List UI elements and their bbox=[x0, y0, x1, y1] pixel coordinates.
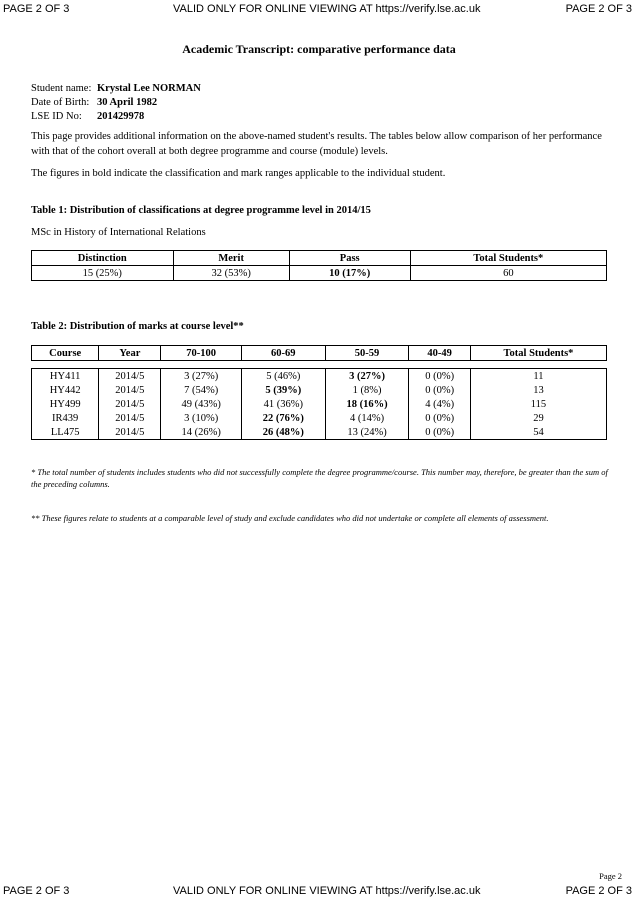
table1-programme: MSc in History of International Relations bbox=[31, 227, 206, 238]
footnote-comparable-level: ** These figures relate to students at a comparable level of study and exclude candidates who did not undertake or complete all elements of assessment. bbox=[31, 513, 549, 523]
footnote-total-students: * The total number of students includes students who did not successfully complete the degree programme/course. This number may, therefore, be greater than the sum of the preceding columns. bbox=[31, 467, 608, 489]
mark-60-69-cell: 5 (46%) bbox=[241, 369, 325, 384]
header-distinction: Distinction bbox=[32, 251, 174, 266]
table-row bbox=[32, 397, 607, 411]
pass-value: 10 (17%) bbox=[289, 266, 410, 281]
merit-value: 32 (53%) bbox=[173, 266, 289, 281]
mark-70-100-cell: 14 (26%) bbox=[161, 425, 242, 440]
lse-id-row bbox=[31, 110, 201, 124]
header-60-69: 60-69 bbox=[241, 346, 325, 361]
mark-40-49-cell: 0 (0%) bbox=[409, 411, 471, 425]
course-cell: LL475 bbox=[32, 425, 99, 440]
year-cell: 2014/5 bbox=[99, 369, 161, 384]
intro-paragraph: This page provides additional information on the above-named student's results. The tables below allow comparison of her performance with that of the cohort overall at both degree programme and course (module) levels. bbox=[31, 131, 602, 157]
student-name-row bbox=[31, 82, 201, 96]
bottom-banner bbox=[0, 883, 638, 899]
year-cell: 2014/5 bbox=[99, 411, 161, 425]
total-cell: 29 bbox=[470, 411, 606, 425]
course-cell: HY411 bbox=[32, 369, 99, 384]
mark-50-59-cell: 4 (14%) bbox=[325, 411, 409, 425]
course-cell: HY499 bbox=[32, 397, 99, 411]
page-indicator-right: PAGE 2 OF 3 bbox=[565, 885, 632, 897]
mark-50-59-cell: 3 (27%) bbox=[325, 369, 409, 384]
header-course: Course bbox=[32, 346, 99, 361]
table-header-row bbox=[32, 346, 607, 361]
mark-40-49-cell: 0 (0%) bbox=[409, 425, 471, 440]
total-cell: 115 bbox=[470, 397, 606, 411]
table1-title: Table 1: Distribution of classifications at degree programme level in 2014/15 bbox=[31, 205, 371, 216]
lse-id-label: LSE ID No: bbox=[31, 111, 82, 122]
course-marks-table bbox=[31, 345, 607, 440]
table-row bbox=[32, 425, 607, 440]
total-value: 60 bbox=[410, 266, 606, 281]
distinction-value: 15 (25%) bbox=[32, 266, 174, 281]
mark-50-59-cell: 1 (8%) bbox=[325, 383, 409, 397]
mark-70-100-cell: 7 (54%) bbox=[161, 383, 242, 397]
year-cell: 2014/5 bbox=[99, 425, 161, 440]
student-name: Krystal Lee NORMAN bbox=[97, 83, 201, 94]
bold-note-paragraph: The figures in bold indicate the classification and mark ranges applicable to the individual student. bbox=[31, 168, 446, 179]
verification-notice: VALID ONLY FOR ONLINE VIEWING AT https://verify.lse.ac.uk bbox=[173, 885, 481, 897]
spacer-cell bbox=[32, 361, 607, 369]
spacer-row bbox=[32, 361, 607, 369]
top-banner bbox=[0, 1, 638, 17]
mark-40-49-cell: 4 (4%) bbox=[409, 397, 471, 411]
header-70-100: 70-100 bbox=[161, 346, 242, 361]
course-cell: HY442 bbox=[32, 383, 99, 397]
student-name-label: Student name: bbox=[31, 83, 92, 94]
header-merit: Merit bbox=[173, 251, 289, 266]
year-cell: 2014/5 bbox=[99, 397, 161, 411]
dob-value: 30 April 1982 bbox=[97, 97, 158, 108]
mark-40-49-cell: 0 (0%) bbox=[409, 383, 471, 397]
page-number: Page 2 bbox=[599, 871, 622, 881]
header-40-49: 40-49 bbox=[409, 346, 471, 361]
header-50-59: 50-59 bbox=[325, 346, 409, 361]
mark-70-100-cell: 3 (10%) bbox=[161, 411, 242, 425]
total-cell: 11 bbox=[470, 369, 606, 384]
table-row bbox=[32, 411, 607, 425]
classification-table bbox=[31, 250, 607, 281]
table2-title: Table 2: Distribution of marks at course level** bbox=[31, 321, 244, 332]
dob-row bbox=[31, 96, 201, 110]
page-indicator-left: PAGE 2 OF 3 bbox=[3, 885, 70, 897]
lse-id-value: 201429978 bbox=[97, 111, 145, 122]
document-title: Academic Transcript: comparative performance data bbox=[182, 42, 456, 56]
total-cell: 13 bbox=[470, 383, 606, 397]
course-cell: IR439 bbox=[32, 411, 99, 425]
verification-notice: VALID ONLY FOR ONLINE VIEWING AT https://verify.lse.ac.uk bbox=[173, 3, 481, 15]
table-row bbox=[32, 369, 607, 384]
mark-40-49-cell: 0 (0%) bbox=[409, 369, 471, 384]
total-cell: 54 bbox=[470, 425, 606, 440]
mark-60-69-cell: 22 (76%) bbox=[241, 411, 325, 425]
dob-label: Date of Birth: bbox=[31, 97, 90, 108]
page-indicator-right: PAGE 2 OF 3 bbox=[565, 3, 632, 15]
student-info bbox=[31, 82, 201, 124]
year-cell: 2014/5 bbox=[99, 383, 161, 397]
header-pass: Pass bbox=[289, 251, 410, 266]
page-indicator-left: PAGE 2 OF 3 bbox=[3, 3, 70, 15]
mark-60-69-cell: 5 (39%) bbox=[241, 383, 325, 397]
header-total-students: Total Students* bbox=[470, 346, 606, 361]
header-total-students: Total Students* bbox=[410, 251, 606, 266]
header-year: Year bbox=[99, 346, 161, 361]
table-row bbox=[32, 266, 607, 281]
table-row bbox=[32, 383, 607, 397]
mark-60-69-cell: 26 (48%) bbox=[241, 425, 325, 440]
mark-50-59-cell: 13 (24%) bbox=[325, 425, 409, 440]
mark-60-69-cell: 41 (36%) bbox=[241, 397, 325, 411]
mark-50-59-cell: 18 (16%) bbox=[325, 397, 409, 411]
table-header-row bbox=[32, 251, 607, 266]
mark-70-100-cell: 49 (43%) bbox=[161, 397, 242, 411]
mark-70-100-cell: 3 (27%) bbox=[161, 369, 242, 384]
